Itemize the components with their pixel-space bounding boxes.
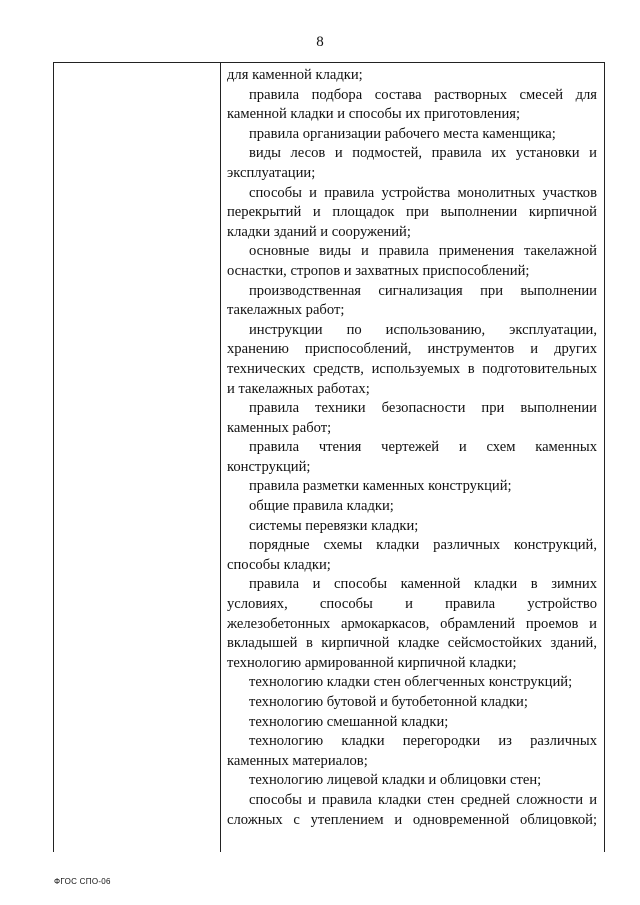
text-line: правила чтения чертежей и схем каменных bbox=[249, 439, 597, 456]
text-line: условиях, способы и правила устройство bbox=[227, 596, 597, 613]
text-line: технических средств, используемых в подготовительных bbox=[227, 360, 597, 377]
text-line: эксплуатации; bbox=[227, 164, 316, 181]
text-line: виды лесов и подмостей, правила их установки и bbox=[249, 145, 597, 162]
text-line: для каменной кладки; bbox=[227, 67, 363, 83]
text-line: оснастки, стропов и захватных приспособлений; bbox=[227, 262, 530, 279]
content-table bbox=[53, 62, 605, 852]
text-line: конструкций; bbox=[227, 458, 311, 475]
text-line: системы перевязки кладки; bbox=[249, 517, 419, 534]
text-line: сложных с утеплением и одновременной облицовкой; bbox=[227, 811, 597, 828]
text-line: технологию армированной кирпичной кладки; bbox=[227, 654, 517, 671]
text-line: хранению приспособлений, инструментов и других bbox=[227, 341, 597, 358]
table-right-cell bbox=[227, 66, 597, 830]
text-line: каменных материалов; bbox=[227, 752, 368, 769]
text-line: перекрытий и площадок при выполнении кирпичной bbox=[227, 204, 597, 221]
text-line: каменной кладки и способы их приготовления; bbox=[227, 106, 521, 123]
text-line: инструкции по использованию, эксплуатации, bbox=[249, 321, 597, 338]
text-line: и такелажных работах; bbox=[227, 380, 370, 397]
document-footer: ФГОС СПО-06 bbox=[54, 877, 111, 886]
text-line: технологию смешанной кладки; bbox=[249, 713, 449, 730]
text-line: технологию лицевой кладки и облицовки стен; bbox=[249, 772, 542, 789]
text-line: правила подбора состава растворных смесей для bbox=[249, 86, 597, 103]
text-line: вкладышей в кирпичной кладке сейсмостойких зданий, bbox=[227, 635, 597, 652]
page-number: 8 bbox=[316, 34, 324, 50]
text-line: технологию кладки стен облегченных конструкций; bbox=[249, 674, 573, 691]
text-line: общие правила кладки; bbox=[249, 498, 394, 515]
text-line: способы кладки; bbox=[227, 556, 331, 573]
text-line: каменных работ; bbox=[227, 419, 332, 436]
text-line: такелажных работ; bbox=[227, 302, 345, 319]
text-line: порядные схемы кладки различных конструкций, bbox=[249, 537, 597, 554]
text-line: основные виды и правила применения такелажной bbox=[249, 243, 597, 260]
table-left-cell bbox=[54, 63, 221, 852]
text-line: правила организации рабочего места каменщика; bbox=[249, 125, 556, 142]
text-line: способы и правила устройства монолитных участков bbox=[249, 184, 597, 201]
text-line: правила и способы каменной кладки в зимних bbox=[249, 576, 597, 593]
text-line: производственная сигнализация при выполнении bbox=[249, 282, 597, 299]
text-line: правила разметки каменных конструкций; bbox=[249, 478, 512, 495]
text-line: способы и правила кладки стен средней сложности и bbox=[249, 791, 597, 808]
text-line: технологию бутовой и бутобетонной кладки; bbox=[249, 694, 528, 710]
text-line: технологию кладки перегородки из различных bbox=[249, 733, 597, 750]
text-line: правила техники безопасности при выполнении bbox=[249, 400, 597, 417]
text-line: железобетонных армокаркасов, обрамлений проемов и bbox=[227, 615, 597, 632]
text-line: кладки зданий и сооружений; bbox=[227, 223, 411, 240]
